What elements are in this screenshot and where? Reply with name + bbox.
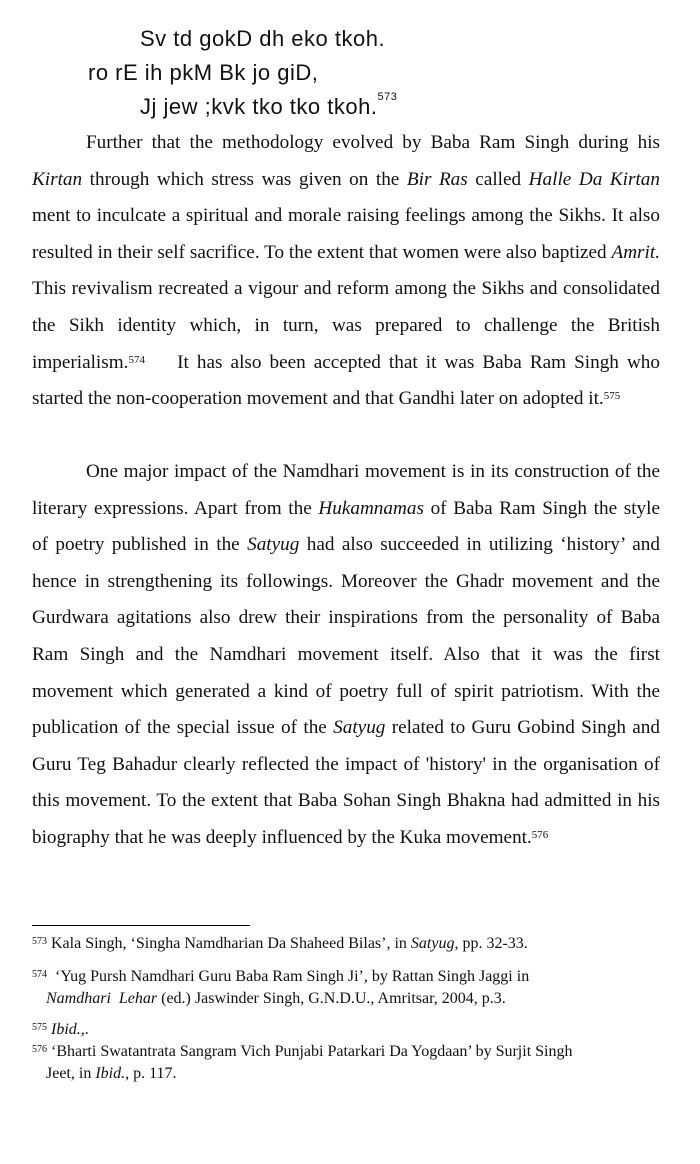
footnote-ref: 573 [377, 91, 398, 103]
footnote-rule [32, 925, 250, 926]
footnote-ref: 575 [603, 390, 621, 403]
footnote-573: $^{573}$ Kala Singh, ‘Singha Namdharian Da Shaheed Bilas’, in Satyug, pp. 32-33. [32, 935, 528, 952]
verse-line-1 [140, 26, 385, 52]
paragraph-1: Further that the methodology evolved by Baba Ram Singh during his Kirtan through which stress was given on the Bir Ras called Halle Da Kirtan ment to inculcate a spiritual and morale raising feelings among the Sikhs. It also resulted in their self sacrifice. To the extent that women were also baptized Amrit. This revivalism recreated a vigour and reform among the Sikhs and consolidated the Sikh identity which, in turn, was prepared to challenge the British imperialism.$^{574}$ It has also been accepted that it was Baba Ram Singh who started the non-cooperation movement and that Gandhi later on adopted it.$^{575}$ [32, 132, 665, 410]
verse-text: ro rE ih pkM Bk jo giD, [88, 60, 319, 85]
footnote-ref: 576 [531, 828, 549, 841]
footnote-ref: 574 [128, 353, 145, 366]
footnote-575: $^{575}$ Ibid.,. [32, 1021, 89, 1038]
paragraph-2: One major impact of the Namdhari movement is in its construction of the literary expressions. Apart from the Hukamnamas of Baba Ram Singh the style of poetry published in the Satyug had also succeeded in utilizing ‘history’ and hence in strengthening its followings. Moreover the Ghadr movement and the Gurdwara agitations also drew their inspirations from the personality of Baba Ram Singh and the Namdhari movement itself. Also that it was the first movement which generated a kind of poetry full of spirit patriotism. With the publication of the special issue of the Satyug related to Guru Gobind Singh and Guru Teg Bahadur clearly reflected the impact of 'history' in the organisation of this movement. To the extent that Baba Sohan Singh Bhakna had admitted in his biography that he was deeply influenced by the Kuka movement.$^{576}$ [32, 461, 660, 848]
verse-text: Sv td gokD dh eko tkoh. [140, 26, 386, 51]
verse-line-3 [140, 91, 398, 120]
verse-line-2 [88, 60, 318, 86]
footnote-574: $^{574}$ ‘Yug Pursh Namdhari Guru Baba Ram Singh Ji’, by Rattan Singh Jaggi in Namdhari Lehar (ed.) Jaswinder Singh, G.N.D.U., Amritsar, 2004, p.3. [32, 968, 530, 1007]
verse-text: Jj jew ;kvk tko tko tkoh. [140, 94, 378, 119]
footnote-576: $^{576}$ ‘Bharti Swatantrata Sangram Vich Punjabi Patarkari Da Yogdaan’ by Surjit Singh Jeet, in Ibid., p. 117. [32, 1043, 573, 1082]
